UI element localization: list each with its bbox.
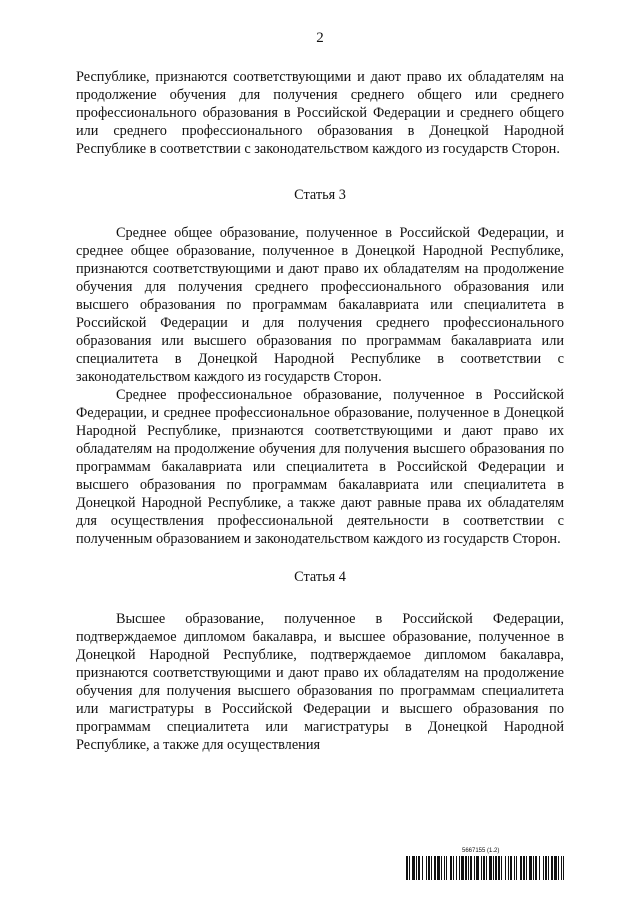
page-number: 2 <box>316 30 324 46</box>
article-4-paragraph-1: Высшее образование, полученное в Российской Федерации, подтверждаемое дипломом бакалавра, и высшее образование, полученное в Донецкой Народной Республике, подтверждаемое дипломом бакалавра, признаются соответствующими и дают право их обладателям на продолжение обучения для получения высшего образования по программам специалитета или магистратуры в Российской Федерации и высшего образования по программам специалитета или магистратуры в Донецкой Народной Республике, а также для осуществления <box>76 611 564 753</box>
article-3-paragraph-2: Среднее профессиональное образование, полученное в Российской Федерации, и среднее профессиональное образование, полученное в Донецкой Народной Республике, признаются соответствующими и дают право их обладателям на продолжение обучения для получения высшего образования по программам бакалавриата или специалитета в Российской Федерации и высшего образования по программам бакалавриата или специалитета в Донецкой Народной Республике, а также дают равные права их обладателям для осуществления профессиональной деятельности в соответствии с полученным образованием и законодательством каждого из государств Сторон. <box>76 387 564 547</box>
article-3-heading: Статья 3 <box>294 187 346 203</box>
barcode-caption: 5667155 (1.2) <box>462 848 500 854</box>
document-body <box>76 68 564 754</box>
article-4-heading: Статья 4 <box>294 569 346 585</box>
document-barcode <box>406 848 564 882</box>
article-3-paragraph-1: Среднее общее образование, полученное в Российской Федерации, и среднее общее образование, полученное в Донецкой Народной Республике, признаются соответствующими и дают право их обладателям на продолжение обучения для получения среднего профессионального образования или высшего образования по программам бакалавриата или специалитета в Российской Федерации и для получения среднего профессионального образования или высшего образования по программам бакалавриата или специалитета в Донецкой Народной Республике в соответствии с законодательством каждого из государств Сторон. <box>76 225 564 385</box>
barcode-icon <box>406 856 564 880</box>
continuation-paragraph: Республике, признаются соответствующими и дают право их обладателям на продолжение обучения для получения среднего общего или среднего профессионального образования в Российской Федерации и среднего общего или среднего профессионального образования в Донецкой Народной Республике в соответствии с законодательством каждого из государств Сторон. <box>76 69 564 157</box>
